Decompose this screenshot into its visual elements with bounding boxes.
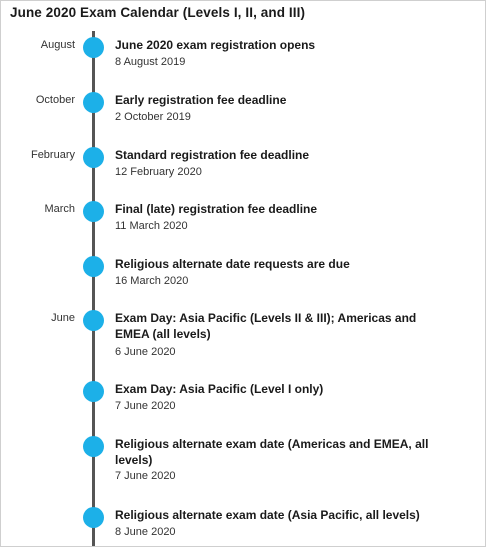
event-title: June 2020 exam registration opens — [115, 38, 316, 52]
timeline-dot-icon — [83, 507, 104, 528]
event-title: Standard registration fee deadline — [115, 148, 310, 162]
timeline-dot-icon — [83, 310, 104, 331]
event-date: 6 June 2020 — [115, 346, 176, 358]
event-date: 8 June 2020 — [115, 526, 176, 538]
event-month: June — [51, 312, 75, 324]
timeline-dot-icon — [83, 256, 104, 277]
timeline-dot-icon — [83, 37, 104, 58]
event-month: October — [35, 94, 75, 106]
event-date: 2 October 2019 — [115, 111, 191, 123]
event-title: Religious alternate date requests are due — [115, 257, 350, 271]
event-title: Final (late) registration fee deadline — [115, 202, 318, 216]
timeline-dot-icon — [83, 381, 104, 402]
event-month: March — [44, 203, 75, 215]
event-title: Religious alternate exam date (Asia Pacific, all levels) — [115, 508, 420, 522]
event-month: February — [30, 149, 75, 161]
event-title: Exam Day: Asia Pacific (Levels II & III); Americas and EMEA (all levels) — [115, 311, 417, 341]
calendar-title: June 2020 Exam Calendar (Levels I, II, and III) — [10, 5, 306, 20]
event-date: 7 June 2020 — [115, 400, 176, 412]
event-title: Early registration fee deadline — [115, 93, 287, 107]
event-date: 16 March 2020 — [115, 275, 189, 287]
event-date: 8 August 2019 — [115, 56, 186, 68]
event-title: Exam Day: Asia Pacific (Level I only) — [115, 382, 324, 396]
timeline-dot-icon — [83, 92, 104, 113]
event-date: 12 February 2020 — [115, 166, 202, 178]
event-date: 7 June 2020 — [115, 470, 176, 482]
timeline-dot-icon — [83, 436, 104, 457]
timeline-dot-icon — [83, 201, 104, 222]
event-title: Religious alternate exam date (Americas and EMEA, all levels) — [115, 437, 429, 467]
timeline-dot-icon — [83, 147, 104, 168]
event-date: 11 March 2020 — [115, 220, 188, 232]
event-month: August — [40, 39, 75, 51]
